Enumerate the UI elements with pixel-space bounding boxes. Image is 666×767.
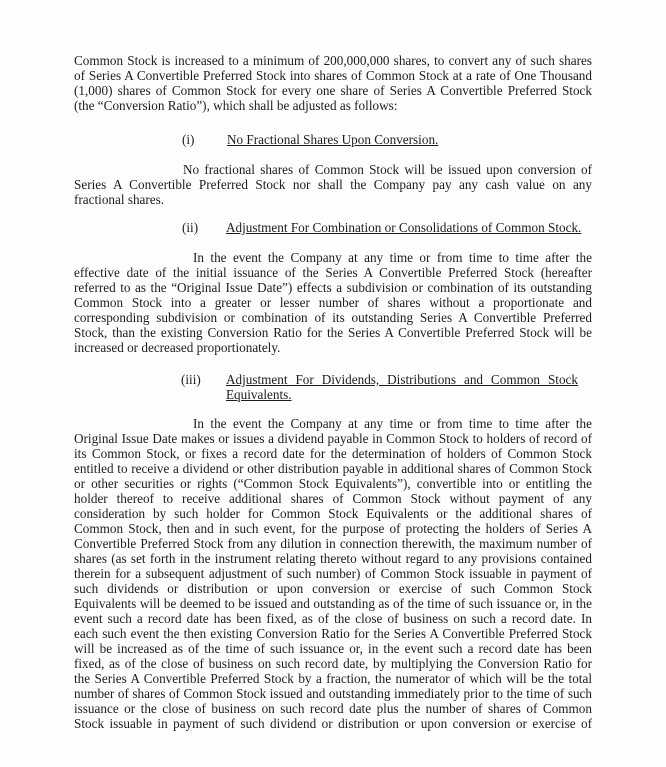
text-line: such dividends or distribution or upon conversion or exercise of such Common Stock [74, 581, 592, 596]
text-line: (1,000) shares of Common Stock for every one share of Series A Convertible Preferred Stock [74, 83, 592, 98]
text-line: Equivalents will be deemed to be issued and outstanding as of the time of such issuance or, in the [74, 596, 592, 611]
text-line: Series A Convertible Preferred Stock nor shall the Company pay any cash value on any [74, 177, 592, 192]
text-line: fractional shares. [74, 192, 165, 207]
section-heading-iii [181, 372, 581, 402]
text-line: Stock, than the existing Conversion Ratio for the Series A Convertible Preferred Stock will be [74, 325, 592, 340]
text-line: number of shares of Common Stock issued and outstanding immediately prior to the time of such [74, 686, 592, 701]
text-line: or other securities or rights (“Common Stock Equivalents”), convertible into or entitling the [74, 476, 592, 491]
text-line: Common Stock is increased to a minimum of 200,000,000 shares, to convert any of such shares [74, 53, 592, 68]
text-line: corresponding subdivision or combination of its outstanding Series A Convertible Preferred [74, 310, 592, 325]
text-line: In the event the Company at any time or from time to time after the [193, 250, 592, 265]
text-line: fixed, as of the close of business on such record date, by multiplying the Conversion Ratio for [74, 656, 592, 671]
text-line: referred to as the “Original Issue Date”) effects a subdivision or combination of its outstanding [74, 280, 592, 295]
section-title-line: Adjustment For Dividends, Distributions and Common Stock [226, 372, 578, 387]
text-line: Original Issue Date makes or issues a dividend payable in Common Stock to holders of record of [74, 431, 592, 446]
text-line: shares (as set forth in the instrument relating thereto without regard to any provisions contained [74, 551, 592, 566]
text-line: each such event the then existing Conversion Ratio for the Series A Convertible Preferred Stock [74, 626, 592, 641]
text-line: consideration by such holder for Common Stock Equivalents or the additional shares of [74, 506, 592, 521]
text-line: of Series A Convertible Preferred Stock into shares of Common Stock at a rate of One Thousand [74, 68, 592, 83]
section-number: (i) [182, 132, 195, 147]
section-title: No Fractional Shares Upon Conversion. [227, 132, 439, 147]
section-number: (iii) [181, 372, 201, 387]
text-line: No fractional shares of Common Stock will be issued upon conversion of [183, 162, 592, 177]
section-title: Adjustment For Combination or Consolidations of Common Stock. [226, 220, 582, 235]
text-line: Common Stock into a greater or lesser number of shares without a proportionate and [74, 295, 592, 310]
text-line: holder thereof to receive additional shares of Common Stock without payment of any [74, 491, 592, 506]
text-line: will be increased as of the time of such issuance or, in the event such a record date has been [74, 641, 592, 656]
text-line: event such a record date has been fixed, as of the close of business on such a record date. In [74, 611, 592, 626]
text-line: (the “Conversion Ratio”), which shall be adjusted as follows: [74, 98, 398, 113]
text-line: Convertible Preferred Stock from any dilution in connection therewith, the maximum number of [74, 536, 592, 551]
text-line: Common Stock, then and in such event, for the purpose of protecting the holders of Series A [74, 521, 592, 536]
text-line: the Series A Convertible Preferred Stock by a fraction, the numerator of which will be the total [74, 671, 592, 686]
text-line: its Common Stock, or fixes a record date for the determination of holders of Common Stock [74, 446, 592, 461]
text-line: Stock issuable in payment of such dividend or distribution or upon conversion or exercise of [74, 716, 592, 731]
text-line: effective date of the initial issuance of the Series A Convertible Preferred Stock (hereafter [74, 265, 592, 280]
text-line: issuance or the close of business on such record date plus the number of shares of Common [74, 701, 592, 716]
text-line: In the event the Company at any time or from time to time after the [193, 416, 592, 431]
section-title-line: Equivalents. [226, 387, 292, 402]
text-line: therein for a subsequent adjustment of such number) of Common Stock issuable in payment of [74, 566, 592, 581]
text-line: entitled to receive a dividend or other distribution payable in additional shares of Common Stock [74, 461, 592, 476]
text-line: increased or decreased proportionately. [74, 340, 281, 355]
section-number: (ii) [182, 220, 199, 235]
